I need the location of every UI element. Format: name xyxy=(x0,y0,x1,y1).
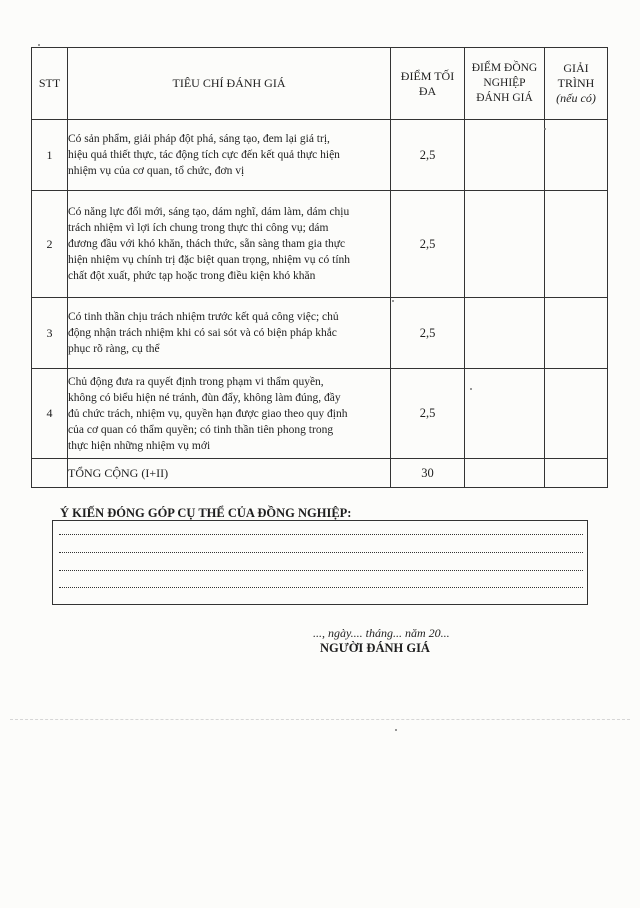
feedback-dotted-line[interactable] xyxy=(59,534,583,536)
header-explanation-note: (nếu có) xyxy=(556,91,596,105)
scan-divider xyxy=(10,719,630,720)
total-explanation-cell[interactable] xyxy=(545,459,608,488)
header-criteria: TIÊU CHÍ ĐÁNH GIÁ xyxy=(68,48,391,120)
date-line: ..., ngày.... tháng... năm 20... xyxy=(313,626,450,640)
header-peer-score xyxy=(465,48,545,120)
criteria-line: đương đầu với khó khăn, thách thức, sẵn sàng tham gia thực xyxy=(68,238,346,250)
header-max-score-text: ĐIỂM TỐI ĐA xyxy=(400,68,455,98)
scan-speck xyxy=(470,388,472,390)
header-stt: STT xyxy=(32,48,68,120)
table-row xyxy=(32,298,608,369)
row-explanation-cell[interactable] xyxy=(545,298,608,369)
table-row xyxy=(32,120,608,191)
criteria-line: hiệu quả thiết thực, tác động tích cực đến kết quả thực hiện xyxy=(68,149,340,161)
scan-speck xyxy=(395,729,397,731)
total-label: TỔNG CỘNG (I+II) xyxy=(68,459,391,488)
criteria-line: chất đột xuất, phức tạp hoặc trong điều kiện khó khăn xyxy=(68,270,316,282)
row-stt: 3 xyxy=(32,298,68,369)
row-peer-score-cell[interactable] xyxy=(465,369,545,459)
table-row xyxy=(32,191,608,298)
row-stt: 1 xyxy=(32,120,68,191)
row-max-score: 2,5 xyxy=(391,298,465,369)
criteria-line: thực hiện những nhiệm vụ mới xyxy=(68,439,211,452)
scan-speck xyxy=(392,300,394,302)
scan-speck xyxy=(544,128,546,130)
criteria-line: không có biểu hiện né tránh, đùn đẩy, không làm đúng, đầy xyxy=(68,391,341,404)
row-max-score: 2,5 xyxy=(391,191,465,298)
criteria-line: của cơ quan có thẩm quyền; có tinh thần tiên phong trong xyxy=(68,423,334,436)
criteria-line: Có tinh thần chịu trách nhiệm trước kết quả công việc; chủ xyxy=(68,311,339,323)
row-peer-score-cell[interactable] xyxy=(465,191,545,298)
row-peer-score-cell[interactable] xyxy=(465,298,545,369)
row-explanation-cell[interactable] xyxy=(545,191,608,298)
table-row xyxy=(32,369,608,459)
total-max-score: 30 xyxy=(391,459,465,488)
row-criteria xyxy=(68,120,391,191)
scan-speck xyxy=(38,44,40,46)
total-peer-score-cell[interactable] xyxy=(465,459,545,488)
criteria-line: trách nhiệm vì lợi ích chung trong thực thi công vụ; dám xyxy=(68,222,329,234)
feedback-dotted-line[interactable] xyxy=(59,570,583,572)
feedback-dotted-line[interactable] xyxy=(59,587,583,589)
header-max-score xyxy=(391,48,465,120)
header-peer-score-text: ĐIỂM ĐỒNG NGHIỆP ĐÁNH GIÁ xyxy=(471,62,538,104)
total-stt-cell xyxy=(32,459,68,488)
criteria-line: đủ chức trách, nhiệm vụ, quyền hạn được giao theo quy định xyxy=(68,407,348,420)
row-explanation-cell[interactable] xyxy=(545,369,608,459)
row-criteria xyxy=(68,369,391,459)
criteria-line: Có sản phẩm, giải pháp đột phá, sáng tạo, đem lại giá trị, xyxy=(68,133,330,145)
feedback-title: Ý KIẾN ĐÓNG GÓP CỤ THỂ CỦA ĐỒNG NGHIỆP: xyxy=(60,506,352,520)
criteria-line: động nhận trách nhiệm khi có sai sót và có biện pháp khắc xyxy=(68,327,337,339)
row-peer-score-cell[interactable] xyxy=(465,120,545,191)
criteria-line: Có năng lực đổi mới, sáng tạo, dám nghĩ, dám làm, dám chịu xyxy=(68,206,350,218)
header-explanation xyxy=(545,48,608,120)
row-criteria xyxy=(68,191,391,298)
row-stt: 4 xyxy=(32,369,68,459)
row-explanation-cell[interactable] xyxy=(545,120,608,191)
criteria-line: phục rõ ràng, cụ thể xyxy=(68,343,160,355)
feedback-dotted-line[interactable] xyxy=(59,552,583,554)
header-explanation-text: GIẢI TRÌNH xyxy=(557,61,595,90)
total-row xyxy=(32,459,608,488)
row-criteria xyxy=(68,298,391,369)
row-max-score: 2,5 xyxy=(391,369,465,459)
row-stt: 2 xyxy=(32,191,68,298)
table-header-row xyxy=(32,48,608,120)
signer-title: NGƯỜI ĐÁNH GIÁ xyxy=(320,641,430,655)
criteria-line: hiện nhiệm vụ chính trị đặc biệt quan trọng, nhiệm vụ có tính xyxy=(68,254,351,266)
evaluation-table xyxy=(31,47,608,488)
criteria-line: Chủ động đưa ra quyết định trong phạm vi thẩm quyền, xyxy=(68,375,324,388)
feedback-box[interactable] xyxy=(52,520,588,605)
criteria-line: nhiệm vụ của cơ quan, tổ chức, đơn vị xyxy=(68,165,245,177)
row-max-score: 2,5 xyxy=(391,120,465,191)
